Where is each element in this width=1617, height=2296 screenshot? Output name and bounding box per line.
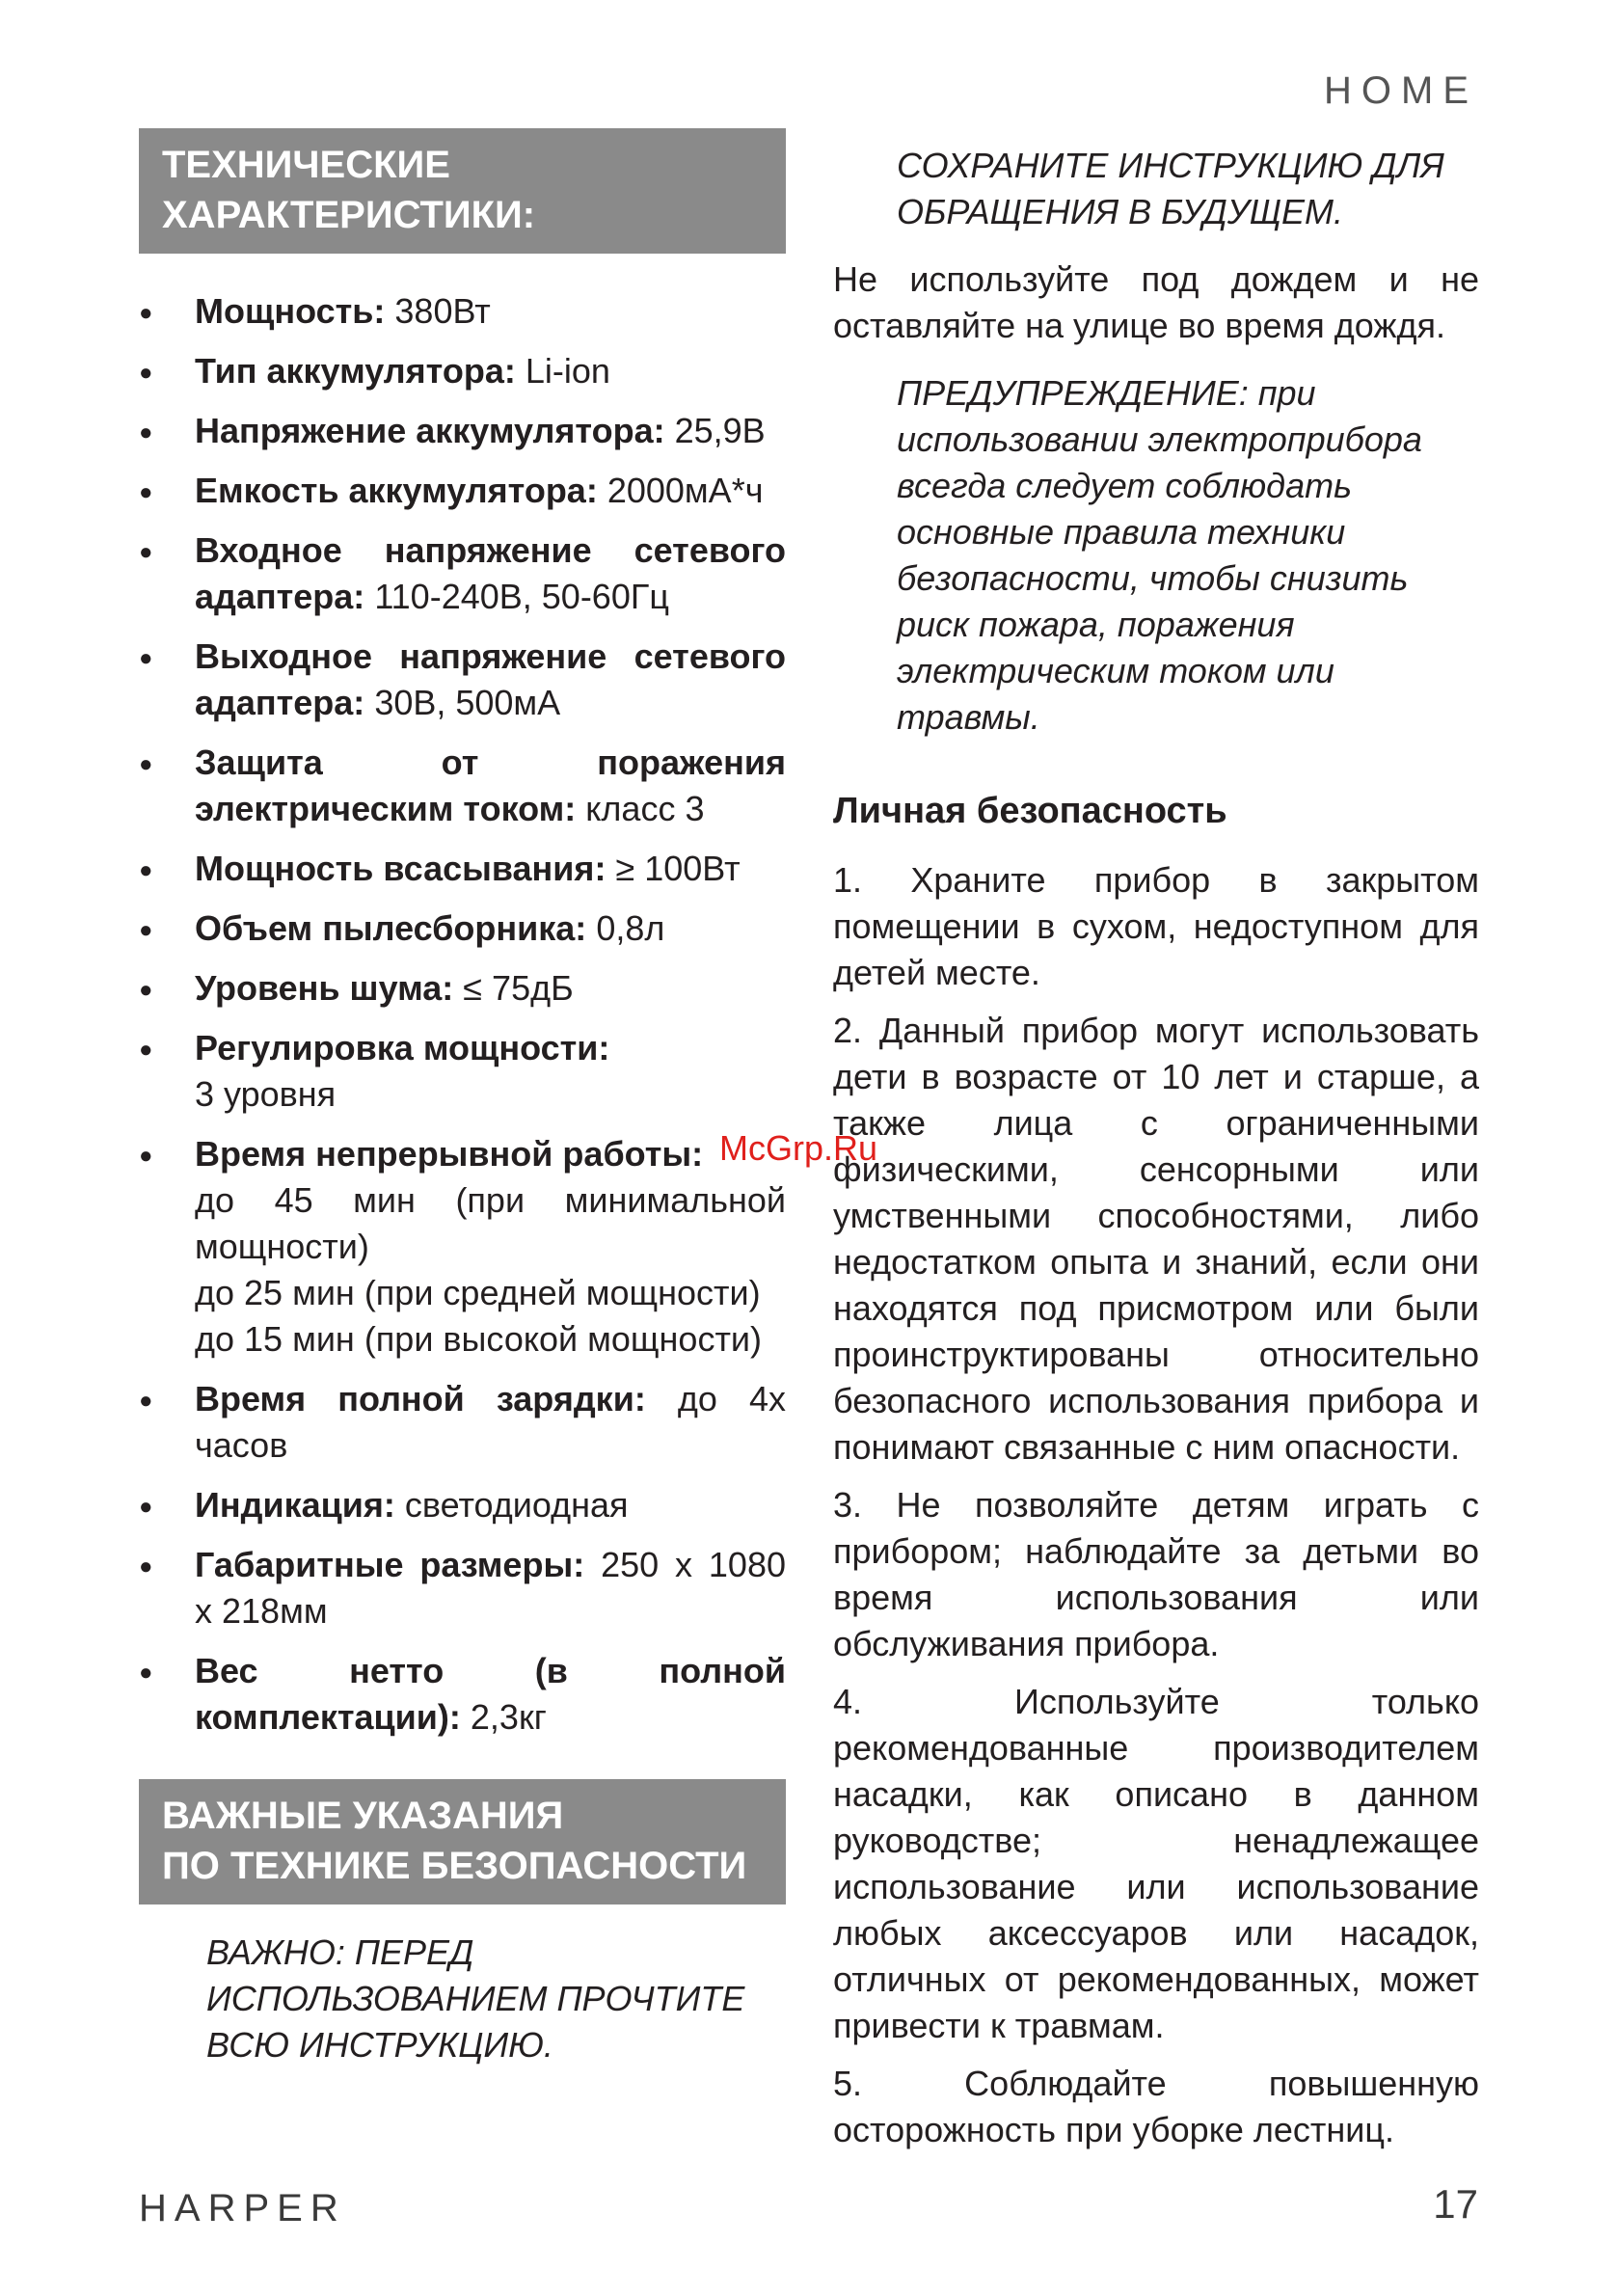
right-column [833,143,1479,2165]
spec-item: ● Объем пылесборника: 0,8л [139,905,786,952]
specs-header [139,128,786,254]
safety-warning: ПРЕДУПРЕЖДЕНИЕ: при использовании электроприбора всегда следует соблюдать основные правила техники безопасности, чтобы снизить риск пожара, поражения электрическим током или травмы. [897,373,1422,737]
spec-item: ● Входное напряжение сетевого адаптера: 110-240В, 50-60Гц [139,527,786,620]
safety-title-line-2: ПО ТЕХНИКЕ БЕЗОПАСНОСТИ [162,1845,747,1887]
important-notice: ВАЖНО: ПЕРЕД ИСПОЛЬЗОВАНИЕМ ПРОЧТИТЕ ВСЮ ИНСТРУКЦИЮ. [206,1932,745,2065]
personal-safety-list [833,857,1479,2153]
spec-item: ● Вес нетто (в полной комплектации): 2,3кг [139,1648,786,1741]
list-item: 1. Храните прибор в закрытом помещении в сухом, недоступном для детей месте. [833,860,1479,992]
spec-item: ● Напряжение аккумулятора: 25,9В [139,408,786,454]
spec-item: ● Уровень шума: ≤ 75дБ [139,965,786,1012]
list-item: 3. Не позволяйте детям играть с прибором; наблюдайте за детьми во время использования или обслуживания прибора. [833,1485,1479,1663]
spec-item: ● Время полной зарядки: до 4х часов [139,1376,786,1469]
home-brand-logo: HOME [1324,69,1478,112]
specs-title-line-1: ТЕХНИЧЕСКИЕ [162,144,450,186]
spec-list [139,288,786,1741]
spec-item: ● Емкость аккумулятора: 2000мА*ч [139,468,786,514]
spec-item: ● Мощность всасывания: ≥ 100Вт [139,846,786,892]
spec-item: ● Выходное напряжение сетевого адаптера: 30В, 500мА [139,634,786,726]
page-number: 17 [1433,2181,1478,2227]
safety-header [139,1779,786,1904]
list-item: 4. Используйте только рекомендованные производителем насадки, как описано в данном руководстве; ненадлежащее использование или использование любых аксессуаров или насадок, отличных от рекомендованных, может привести к травмам. [833,1682,1479,2045]
save-instructions-note: СОХРАНИТЕ ИНСТРУКЦИЮ ДЛЯ ОБРАЩЕНИЯ В БУДУЩЕМ. [897,146,1444,231]
spec-item: ● Мощность: 380Вт [139,288,786,335]
spec-item: ● Регулировка мощности: 3 уровня [139,1025,786,1118]
rain-warning-text: Не используйте под дождем и не оставляйте на улице во время дождя. [833,259,1479,345]
spec-item: ● Защита от поражения электрическим током: класс 3 [139,740,786,832]
spec-item: ● Габаритные размеры: 250 х 1080 х 218мм [139,1542,786,1634]
left-column [139,128,786,2068]
safety-title-line-1: ВАЖНЫЕ УКАЗАНИЯ [162,1795,564,1837]
list-item: 2. Данный прибор могут использовать дети в возрасте от 10 лет и старше, а также лица с ограниченными физическими, сенсорными или умственными способностями, либо недостатком опыта и знаний, если они находятся под присмотром или были проинструктированы относительно безопасного использования прибора и понимают связанные с ним опасности. [833,1011,1479,1467]
spec-item: ● Тип аккумулятора: Li-ion [139,348,786,394]
watermark: McGrp.Ru [719,1128,878,1168]
spec-item: ● Время непрерывной работы: до 45 мин (при минимальной мощности) до 25 мин (при средней мощности) до 15 мин (при высокой мощности) [139,1131,786,1363]
harper-logo: HARPER [139,2187,346,2229]
personal-safety-title: Личная безопасность [833,791,1227,831]
list-item: 5. Соблюдайте повышенную осторожность при уборке лестниц. [833,2064,1479,2149]
specs-title-line-2: ХАРАКТЕРИСТИКИ: [162,194,536,236]
spec-item: ● Индикация: светодиодная [139,1482,786,1528]
